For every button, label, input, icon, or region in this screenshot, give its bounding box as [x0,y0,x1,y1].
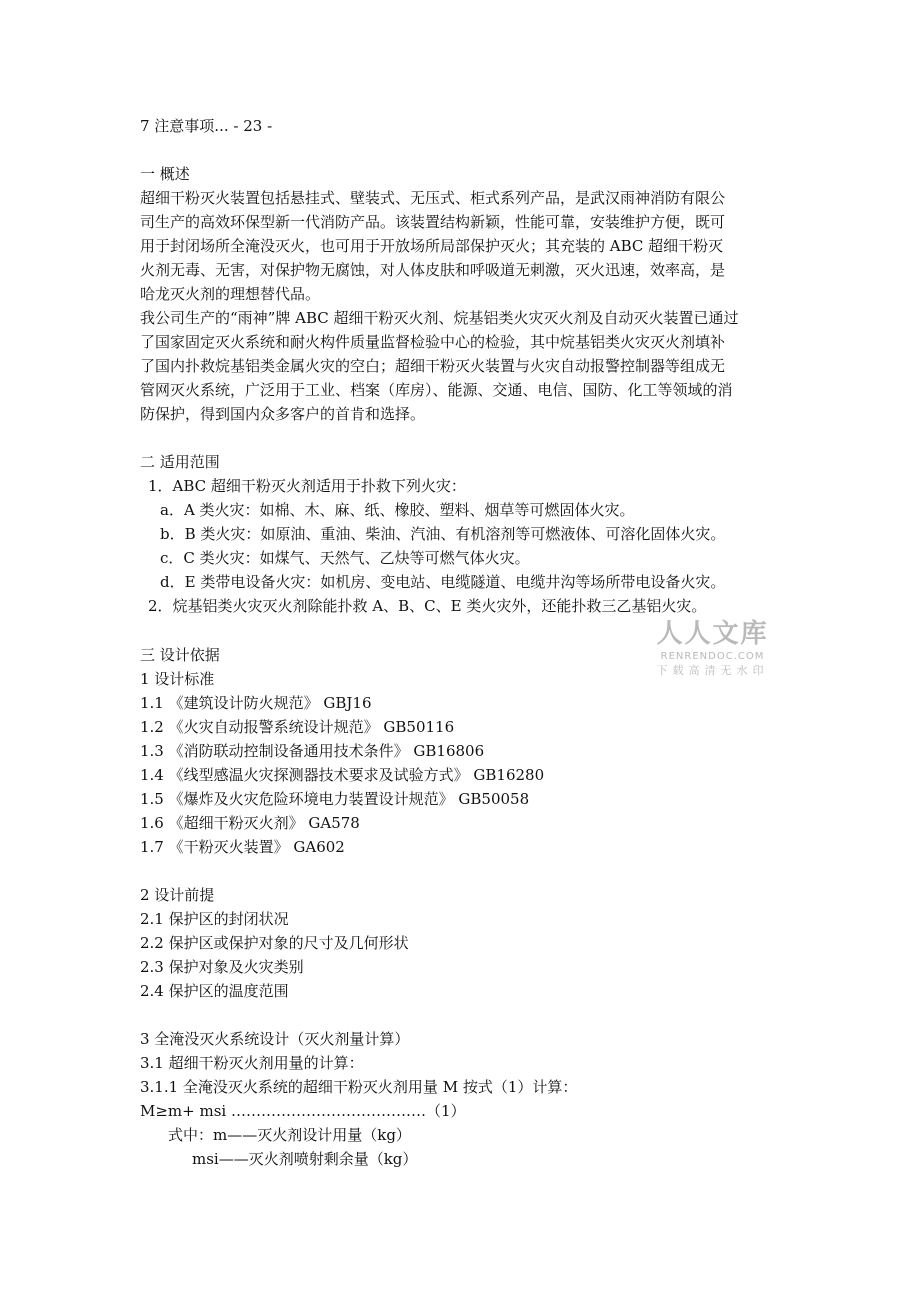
premise-item: 2.4 保护区的温度范围 [140,982,289,1000]
subsection-line: 3.1.1 全淹没灭火系统的超细干粉灭火剂用量 M 按式（1）计算： [140,1078,578,1096]
list-subitem: a．A 类火灾：如棉、木、麻、纸、橡胶、塑料、烟草等可燃固体火灾。 [160,501,635,519]
paragraph-line: 了国家固定灭火系统和耐火构件质量监督检验中心的检验，其中烷基铝类火灾灭火剂填补 [140,333,726,351]
paragraph-line: 火剂无毒、无害，对保护物无腐蚀，对人体皮肤和呼吸道无刺激，灭火迅速，效率高，是 [140,261,726,279]
standard-item: 1.1 《建筑设计防火规范》 GBJ16 [140,694,372,712]
standard-item: 1.5 《爆炸及火灾危险环境电力装置设计规范》 GB50058 [140,790,530,808]
paragraph-line: 司生产的高效环保型新一代消防产品。该装置结构新颖，性能可靠，安装维护方便，既可 [140,213,726,231]
standard-item: 1.7 《干粉灭火装置》 GA602 [140,838,345,856]
section-heading-design-basis: 三 设计依据 [140,646,220,664]
premise-item: 2.1 保护区的封闭状况 [140,910,289,928]
subsection-heading: 3 全淹没灭火系统设计（灭火剂量计算） [140,1030,410,1048]
list-item: 2．烷基铝类火灾灭火剂除能扑救 A、B、C、E 类火灾外，还能扑救三乙基铝火灾。 [148,597,707,615]
watermark-url: RENRENDOC.COM [660,651,765,662]
toc-line: 7 注意事项... - 23 - [140,117,273,135]
watermark-subtitle: 下载高清无水印 [656,664,769,677]
subsection-heading: 2 设计前提 [140,886,215,904]
list-subitem: b．B 类火灾：如原油、重油、柴油、汽油、有机溶剂等可燃液体、可溶化固体火灾。 [160,525,726,543]
standard-item: 1.6 《超细干粉灭火剂》 GA578 [140,814,360,832]
watermark-title: 人人文库 [656,619,769,649]
subsection-line: 3.1 超细干粉灭火剂用量的计算： [140,1054,364,1072]
standard-item: 1.2 《火灾自动报警系统设计规范》 GB50116 [140,718,455,736]
paragraph-line: 我公司生产的“雨神”牌 ABC 超细干粉灭火剂、烷基铝类火灾灭火剂及自动灭火装置已通过 [140,309,739,327]
premise-item: 2.2 保护区或保护对象的尺寸及几何形状 [140,934,409,952]
paragraph-line: 哈龙灭火剂的理想替代品。 [140,285,321,303]
paragraph-line: 超细干粉灭火装置包括悬挂式、壁装式、无压式、柜式系列产品，是武汉雨神消防有限公 [140,189,726,207]
paragraph-line: 用于封闭场所全淹没灭火，也可用于开放场所局部保护灭火；其充装的 ABC 超细干粉灭 [140,237,724,255]
list-subitem: d．E 类带电设备火灾：如机房、变电站、电缆隧道、电缆井沟等场所带电设备火灾。 [160,573,726,591]
section-heading-overview: 一 概述 [140,165,190,183]
standard-item: 1.4 《线型感温火灾探测器技术要求及试验方式》 GB16280 [140,766,545,784]
list-subitem: c．C 类火灾：如煤气、天然气、乙炔等可燃气体火灾。 [160,549,530,567]
watermark-logo [650,618,775,678]
formula: M≥m+ msi …………………………………（1） [140,1102,466,1120]
paragraph-line: 了国内扑救烷基铝类金属火灾的空白；超细干粉灭火装置与火灾自动报警控制器等组成无 [140,357,726,375]
premise-item: 2.3 保护对象及火灾类别 [140,958,304,976]
section-heading-scope: 二 适用范围 [140,453,220,471]
list-item: 1．ABC 超细干粉灭火剂适用于扑救下列火灾： [148,477,466,495]
paragraph-line: 防保护，得到国内众多客户的首肯和选择。 [140,405,426,423]
formula-where-msi: msi——灭火剂喷射剩余量（kg） [192,1150,418,1168]
paragraph-line: 管网灭火系统，广泛用于工业、档案（库房）、能源、交通、电信、国防、化工等领域的消 [140,381,733,399]
standard-item: 1.3 《消防联动控制设备通用技术条件》 GB16806 [140,742,485,760]
subsection-heading: 1 设计标准 [140,670,215,688]
formula-where-m: 式中：m——灭火剂设计用量（kg） [168,1126,411,1144]
